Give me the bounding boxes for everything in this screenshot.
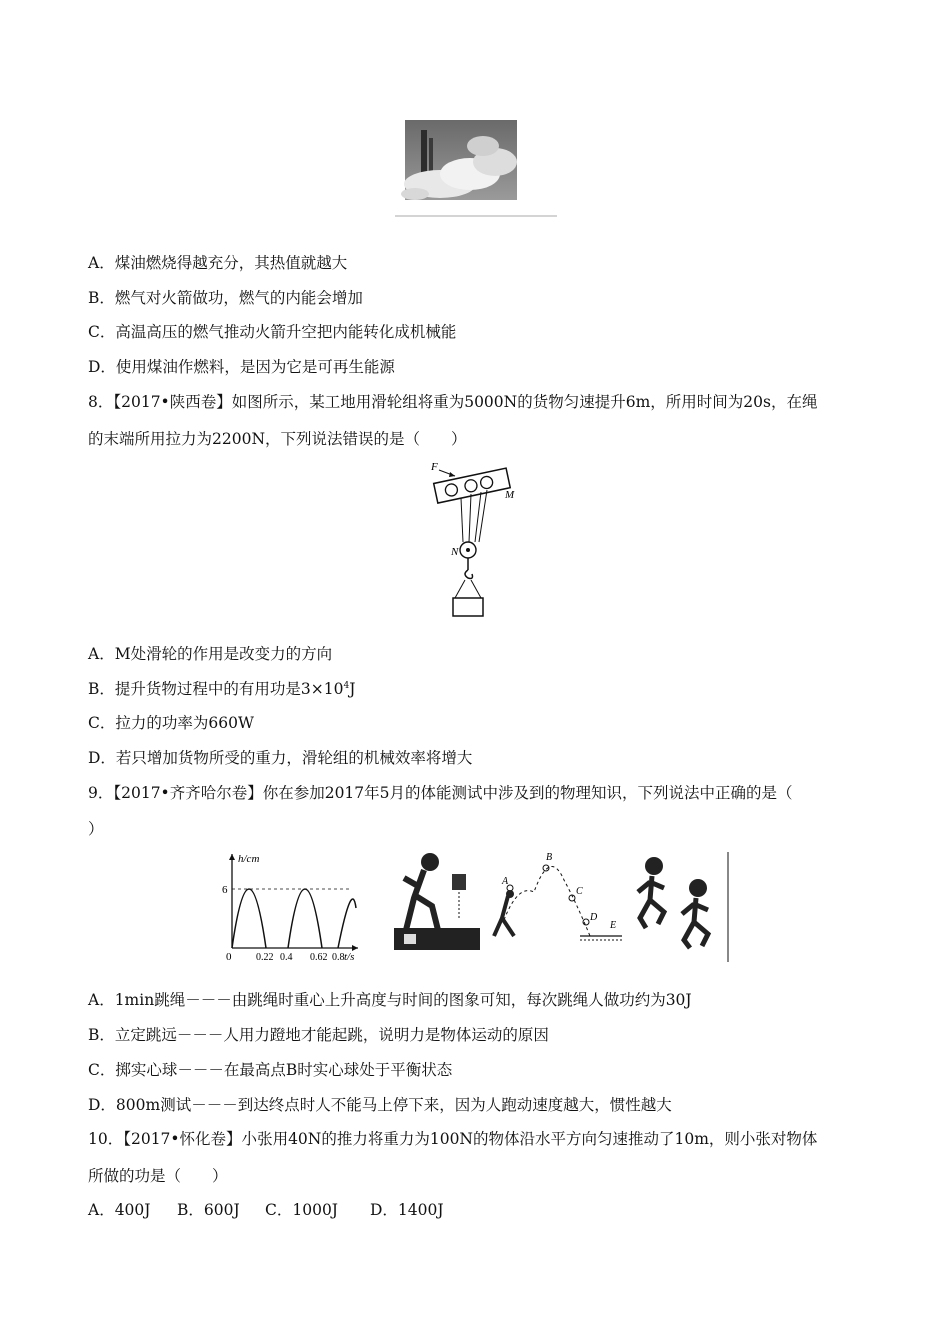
q10-stem-line1: 10．【2017•怀化卷】小张用40N的推力将重力为100N的物体沿水平方向匀速推动了10m，则小张对物体: [88, 1130, 818, 1148]
q8-option-d: D．若只增加货物所受的重力，滑轮组的机械效率将增大: [88, 749, 473, 767]
shot-put-figure: [494, 852, 622, 940]
q7-option-c: C．高温高压的燃气推动火箭升空把内能转化成机械能: [88, 323, 457, 341]
q8-option-b-prefix: B．提升货物过程中的有用功是3×10: [88, 680, 344, 698]
q10-option-d: D．1400J: [370, 1201, 444, 1219]
ball-label-c: C: [576, 886, 583, 897]
q8-stem-line1: 8．【2017•陕西卷】如图所示，某工地用滑轮组将重为5000N的货物匀速提升6m，所用时间为20s，在绳: [88, 393, 818, 411]
q10-option-a: A．400J: [88, 1201, 151, 1219]
q7-option-b: B．燃气对火箭做功，燃气的内能会增加: [88, 289, 363, 307]
graph-x-tick-3: 0.62: [310, 952, 328, 963]
ball-label-e: E: [610, 920, 617, 931]
q7-option-a: A．煤油燃烧得越充分，其热值就越大: [88, 254, 348, 272]
runners-figure: [638, 852, 728, 962]
q8-option-b: [88, 679, 355, 699]
graph-x-tick-2: 0.4: [280, 952, 293, 963]
q9-stem-line2: ）: [88, 820, 104, 838]
q9-option-a: A．1min跳绳－－－由跳绳时重心上升高度与时间的图象可知，每次跳绳人做功约为30J: [88, 991, 692, 1009]
standing-jump-figure: [394, 853, 480, 950]
graph-origin: 0: [226, 951, 232, 963]
ball-label-d: D: [590, 912, 598, 923]
rocket-launch-photo: [395, 116, 557, 220]
q10-option-c: C．1000J: [265, 1201, 339, 1219]
force-f-label: F: [431, 461, 438, 473]
graph-x-tick-4: 0.8: [332, 952, 345, 963]
graph-x-label: t/s: [344, 951, 355, 963]
jump-rope-graph: [222, 853, 358, 963]
q10-stem-line2: 所做的功是（ ）: [88, 1167, 228, 1185]
graph-y-label: h/cm: [238, 853, 260, 865]
q10-option-b: B．600J: [177, 1201, 240, 1219]
q7-option-d: D．使用煤油作燃料，是因为它是可再生能源: [88, 358, 395, 376]
ball-label-a: A: [502, 876, 509, 887]
q9-option-d: D．800m测试－－－到达终点时人不能马上停下来，因为人跑动速度越大，惯性越大: [88, 1096, 672, 1114]
q9-option-c: C．掷实心球－－－在最高点B时实心球处于平衡状态: [88, 1061, 453, 1079]
graph-x-tick-1: 0.22: [256, 952, 274, 963]
q8-option-a: A．M处滑轮的作用是改变力的方向: [88, 645, 333, 663]
q8-stem-line2: 的末端所用拉力为2200N，下列说法错误的是（ ）: [88, 430, 467, 448]
q10-options: [88, 1200, 444, 1220]
q8-option-b-exponent: 4: [343, 680, 350, 691]
ball-label-b: B: [546, 852, 553, 863]
pulley-n-label: N: [451, 546, 459, 558]
q9-figure-strip: [218, 848, 732, 966]
q9-stem-line1: 9．【2017•齐齐哈尔卷】你在参加2017年5月的体能测试中涉及到的物理知识，下列说法中正确的是（: [88, 784, 793, 802]
q9-option-b: B．立定跳远－－－人用力蹬地才能起跳，说明力是物体运动的原因: [88, 1026, 549, 1044]
pulley-m-label: M: [505, 489, 515, 501]
graph-y-tick: 6: [222, 884, 228, 896]
pulley-figure: [425, 458, 525, 622]
q8-option-b-suffix: J: [349, 680, 356, 698]
q8-option-c: C．拉力的功率为660W: [88, 714, 254, 732]
